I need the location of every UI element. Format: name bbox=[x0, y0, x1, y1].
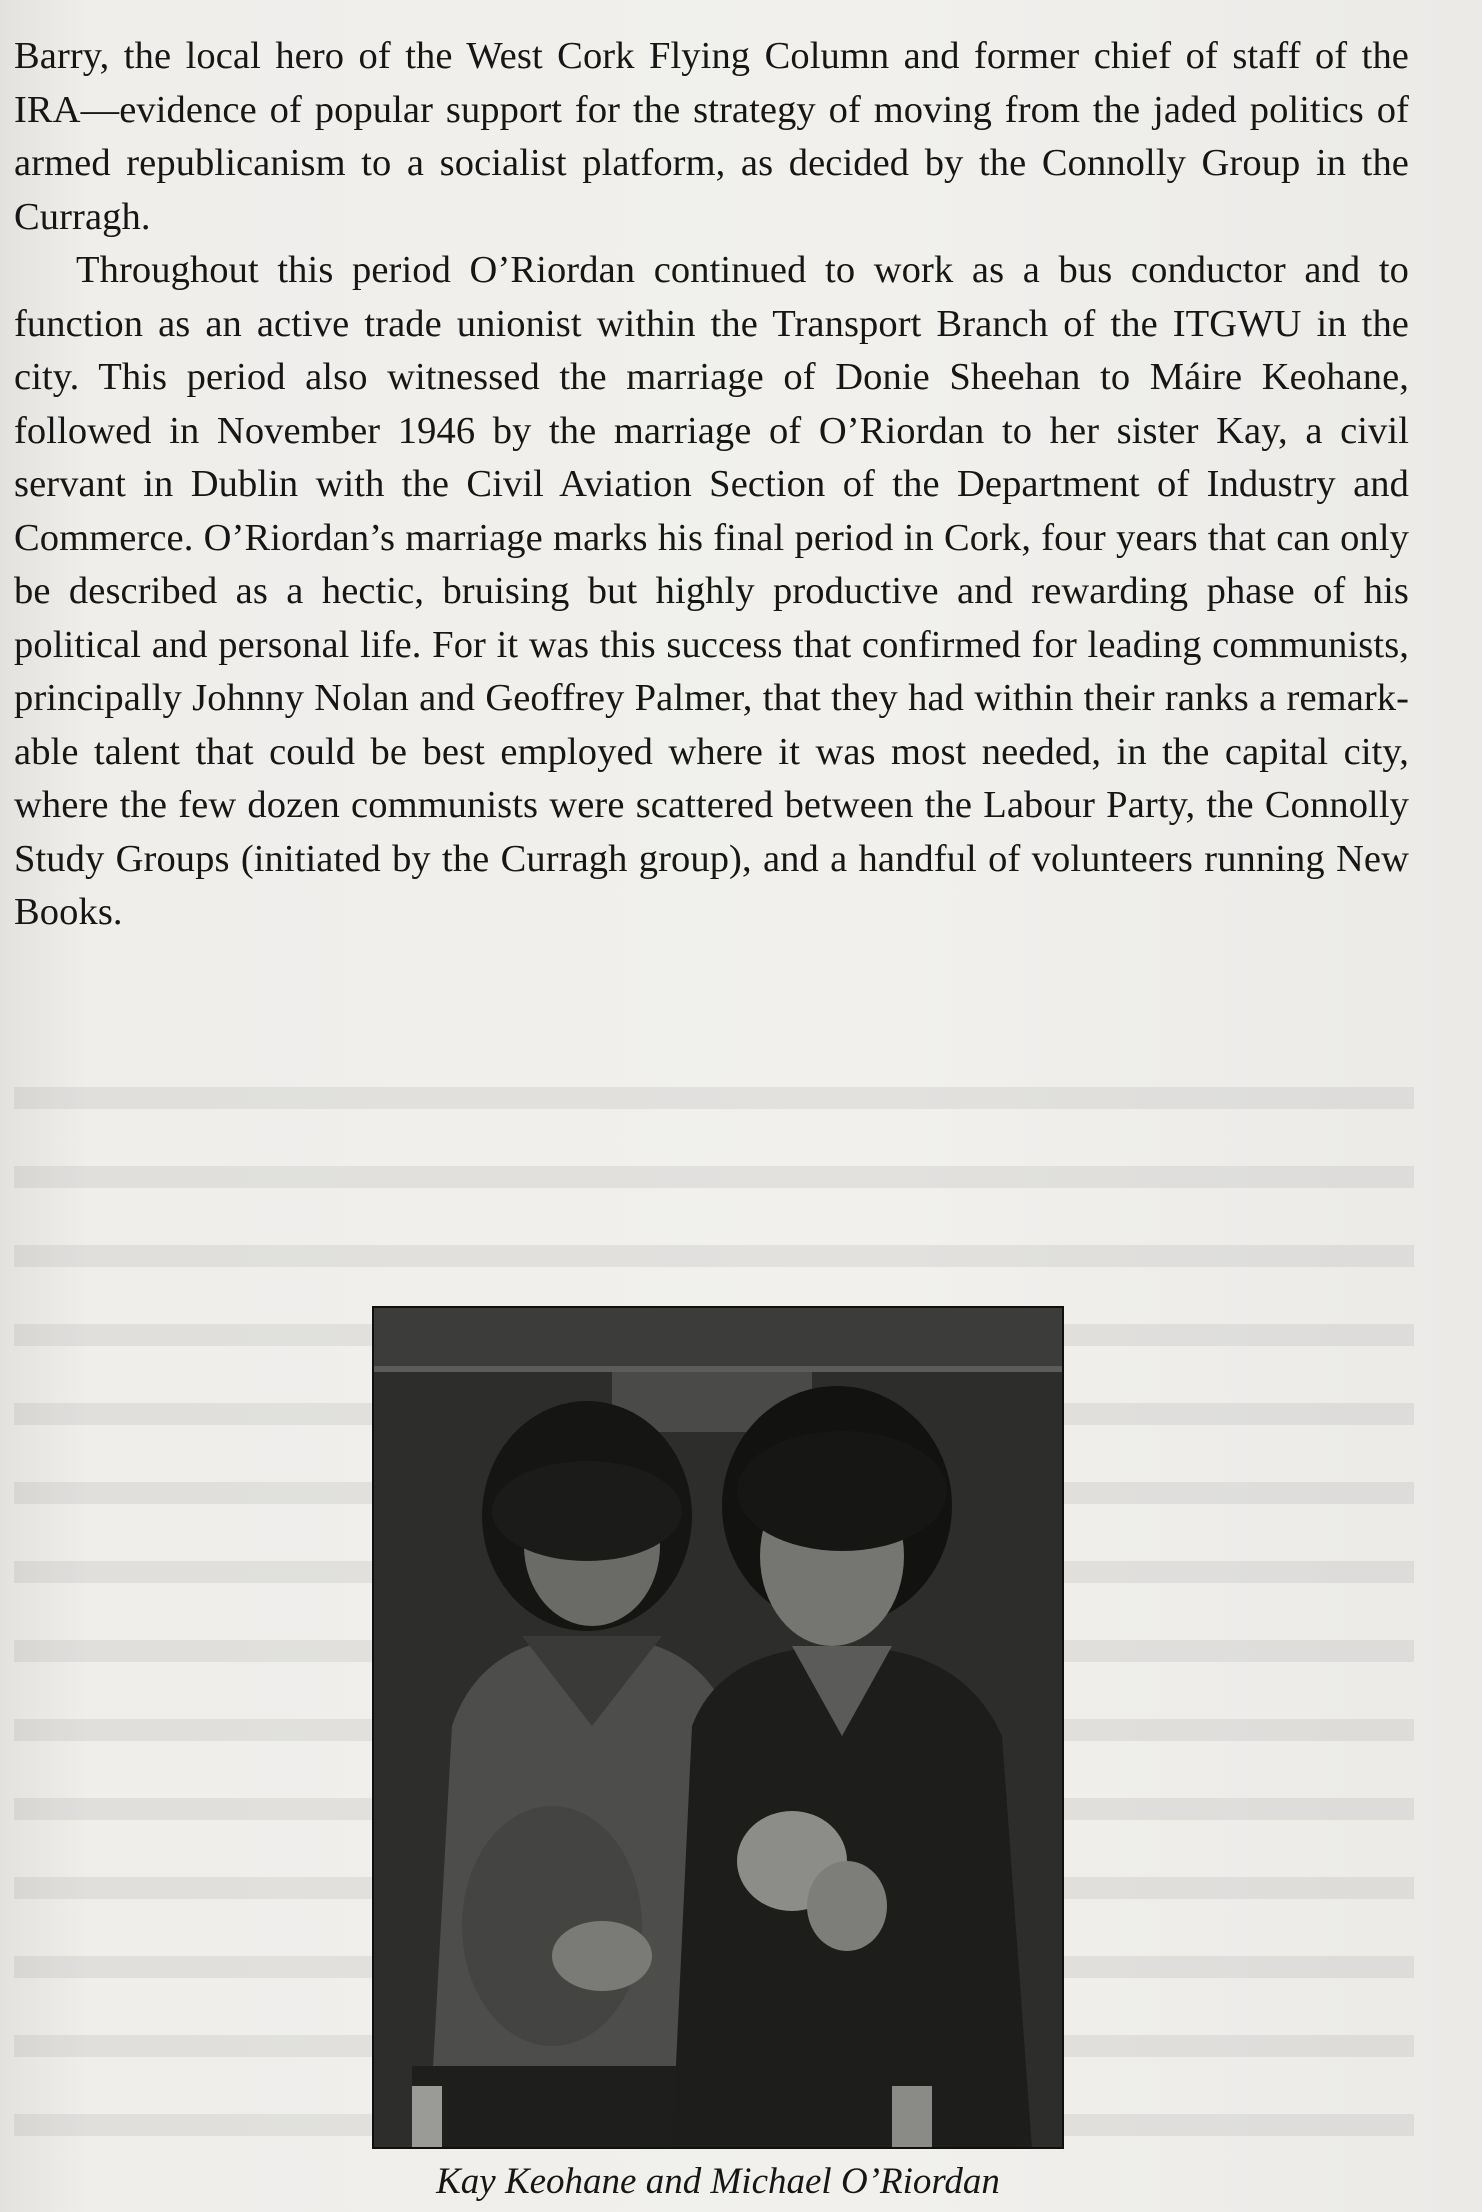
body-text bbox=[14, 30, 1409, 940]
paragraph-2: Throughout this period O’Riordan continued to work as a bus conductor and to function as an active trade unionist within the Transport Branch of the ITGWU in the city. This period also witnessed the marriage of Donie Sheehan to Máire Keohane, followed in November 1946 by the marriage of O’Riordan to her sister Kay, a civil servant in Dublin with the Civil Aviation Section of the Department of Industry and Commerce. O’Riordan’s marriage marks his final period in Cork, four years that can only be described as a hectic, bruising but highly productive and rewarding phase of his political and personal life. For it was this success that confirmed for leading communists, principally Johnny Nolan and Geoffrey Palmer, that they had within their ranks a remarkable talent that could be best employed where it was most needed, in the capital city, where the few dozen communists were scattered between the Labour Party, the Connolly Study Groups (initiated by the Curragh group), and a handful of volunteers running New Books. bbox=[14, 249, 1409, 933]
photograph-image bbox=[372, 1306, 1064, 2149]
photograph bbox=[372, 1306, 1064, 2149]
photo-caption: Kay Keohane and Michael O’Riordan bbox=[436, 2161, 1000, 2202]
paragraph-1: Barry, the local hero of the West Cork Flying Column and former chief of staff of the IRA—evidence of popular support for the strategy of moving from the jaded politics of armed republicanism to a socialist platform, as decided by the Connolly Group in the Curragh. bbox=[14, 35, 1409, 238]
